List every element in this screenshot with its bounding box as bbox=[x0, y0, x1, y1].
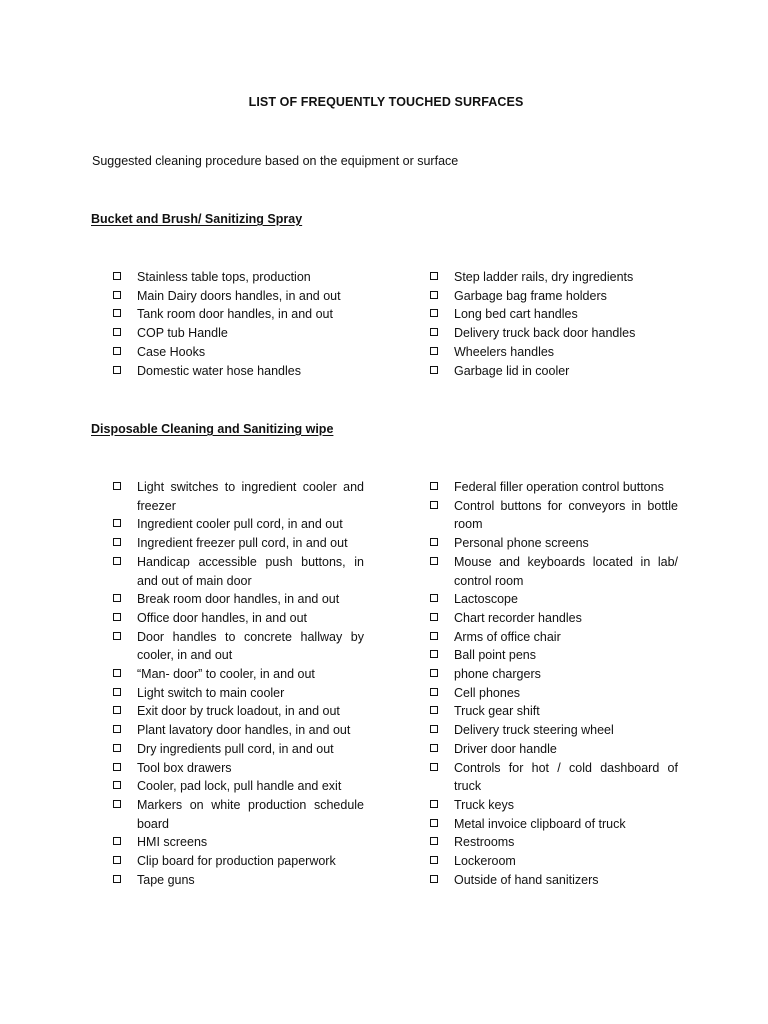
checklist-item-label: Arms of office chair bbox=[454, 629, 561, 644]
checklist-item-label: Garbage lid in cooler bbox=[454, 363, 570, 378]
checklist-item-label: “Man- door” to cooler, in and out bbox=[137, 667, 315, 682]
checklist-item-label: Domestic water hose handles bbox=[137, 363, 301, 378]
checkbox-square-icon[interactable] bbox=[430, 856, 438, 864]
checklist-item-label: Personal phone screens bbox=[454, 536, 589, 551]
checklist-item bbox=[113, 721, 364, 740]
checkbox-square-icon[interactable] bbox=[430, 328, 438, 336]
checklist-item bbox=[113, 665, 364, 684]
checklist-item bbox=[430, 324, 690, 343]
checkbox-square-icon[interactable] bbox=[113, 688, 121, 696]
checkbox-square-icon[interactable] bbox=[430, 763, 438, 771]
checklist-item bbox=[430, 871, 678, 890]
checkbox-square-icon[interactable] bbox=[430, 837, 438, 845]
checkbox-square-icon[interactable] bbox=[113, 309, 121, 317]
checklist-item bbox=[113, 324, 363, 343]
checkbox-square-icon[interactable] bbox=[113, 856, 121, 864]
checklist-item-label: Tank room door handles, in and out bbox=[137, 307, 333, 322]
checklist-item bbox=[113, 268, 363, 287]
checklist-item-label: Plant lavatory door handles, in and out bbox=[137, 723, 351, 738]
checkbox-square-icon[interactable] bbox=[430, 688, 438, 696]
checkbox-square-icon[interactable] bbox=[113, 557, 121, 565]
checklist-bucket-left bbox=[113, 268, 363, 380]
checklist-item-label: phone chargers bbox=[454, 667, 541, 682]
checklist-item-label: Light switches to ingredient cooler and freezer bbox=[137, 480, 364, 513]
checklist-item-label: Restrooms bbox=[454, 835, 515, 850]
checklist-item-label: Ball point pens bbox=[454, 648, 537, 663]
checkbox-square-icon[interactable] bbox=[113, 594, 121, 602]
checklist-item bbox=[113, 796, 364, 833]
checklist-item bbox=[430, 497, 678, 534]
checklist-item bbox=[430, 684, 678, 703]
checklist-item-label: Federal filler operation control buttons bbox=[454, 480, 664, 494]
checklist-item bbox=[113, 287, 363, 306]
checklist-item-label: Ingredient freezer pull cord, in and out bbox=[137, 536, 348, 551]
checkbox-square-icon[interactable] bbox=[430, 875, 438, 883]
checklist-item bbox=[430, 740, 678, 759]
checklist-item bbox=[113, 833, 364, 852]
checkbox-square-icon[interactable] bbox=[113, 725, 121, 733]
checklist-item-label: Chart recorder handles bbox=[454, 610, 582, 625]
checkbox-square-icon[interactable] bbox=[430, 744, 438, 752]
checklist-item bbox=[430, 721, 678, 740]
checkbox-square-icon[interactable] bbox=[430, 819, 438, 827]
checkbox-square-icon[interactable] bbox=[113, 347, 121, 355]
checklist-item bbox=[430, 268, 690, 287]
checklist-item-label: Driver door handle bbox=[454, 741, 557, 756]
checklist-item bbox=[113, 628, 364, 665]
checklist-item-label: Handicap accessible push buttons, in and out of main door bbox=[137, 554, 364, 588]
checklist-item-label: Controls for hot / cold dashboard of truck bbox=[454, 760, 678, 794]
checklist-item bbox=[430, 833, 678, 852]
checkbox-square-icon[interactable] bbox=[430, 482, 438, 490]
checklist-item bbox=[430, 343, 690, 362]
checklist-item bbox=[113, 759, 364, 778]
checkbox-square-icon[interactable] bbox=[430, 725, 438, 733]
checklist-item-label: Main Dairy doors handles, in and out bbox=[137, 288, 341, 303]
checklist-item-label: Lactoscope bbox=[454, 592, 518, 607]
checkbox-square-icon[interactable] bbox=[430, 501, 438, 509]
checkbox-square-icon[interactable] bbox=[113, 763, 121, 771]
checklist-item bbox=[113, 515, 364, 534]
checklist-item-label: Markers on white production schedule board bbox=[137, 797, 364, 831]
checkbox-square-icon[interactable] bbox=[430, 309, 438, 317]
checklist-item-label: Ingredient cooler pull cord, in and out bbox=[137, 517, 343, 532]
checklist-item bbox=[430, 759, 678, 796]
checklist-item-label: Tape guns bbox=[137, 872, 195, 887]
checklist-item-label: Truck keys bbox=[454, 797, 514, 812]
checklist-item-label: Case Hooks bbox=[137, 344, 206, 359]
checkbox-square-icon[interactable] bbox=[113, 519, 121, 527]
checklist-item bbox=[113, 553, 364, 590]
checklist-item-label: Dry ingredients pull cord, in and out bbox=[137, 741, 334, 756]
checklist-wipe-right bbox=[430, 478, 678, 889]
checkbox-square-icon[interactable] bbox=[430, 706, 438, 714]
checklist-item bbox=[113, 478, 364, 515]
checklist-item bbox=[113, 590, 364, 609]
checklist-item bbox=[113, 871, 364, 890]
checklist-item bbox=[430, 665, 678, 684]
checklist-item bbox=[113, 343, 363, 362]
checklist-item bbox=[113, 609, 364, 628]
checklist-item-label: HMI screens bbox=[137, 835, 208, 850]
checkbox-square-icon[interactable] bbox=[113, 272, 121, 280]
checklist-item-label: Stainless table tops, production bbox=[137, 270, 311, 284]
checklist-item-label: Long bed cart handles bbox=[454, 307, 578, 322]
checklist-item bbox=[430, 609, 678, 628]
checklist-item-label: Clip board for production paperwork bbox=[137, 854, 336, 869]
checkbox-square-icon[interactable] bbox=[113, 706, 121, 714]
checklist-item-label: Metal invoice clipboard of truck bbox=[454, 816, 626, 831]
checkbox-square-icon[interactable] bbox=[113, 837, 121, 845]
checklist-item-label: Control buttons for conveyors in bottle room bbox=[454, 498, 678, 532]
checklist-item bbox=[113, 740, 364, 759]
checklist-item bbox=[430, 305, 690, 324]
checkbox-square-icon[interactable] bbox=[113, 632, 121, 640]
checklist-item bbox=[113, 305, 363, 324]
checkbox-square-icon[interactable] bbox=[113, 291, 121, 299]
checklist-item bbox=[430, 478, 678, 497]
checkbox-square-icon[interactable] bbox=[113, 669, 121, 677]
checkbox-square-icon[interactable] bbox=[430, 650, 438, 658]
checklist-item bbox=[430, 362, 690, 381]
checkbox-square-icon[interactable] bbox=[113, 781, 121, 789]
checklist-item bbox=[430, 553, 678, 590]
checklist-item-label: Exit door by truck loadout, in and out bbox=[137, 704, 340, 719]
checkbox-square-icon[interactable] bbox=[430, 347, 438, 355]
checklist-item-label: Delivery truck back door handles bbox=[454, 326, 636, 341]
checklist-item-label: Break room door handles, in and out bbox=[137, 592, 340, 607]
checkbox-square-icon[interactable] bbox=[113, 482, 121, 490]
checklist-item-label: COP tub Handle bbox=[137, 326, 228, 341]
checklist-item bbox=[430, 534, 678, 553]
checkbox-square-icon[interactable] bbox=[430, 632, 438, 640]
checkbox-square-icon[interactable] bbox=[430, 613, 438, 621]
checklist-item bbox=[430, 815, 678, 834]
checkbox-square-icon[interactable] bbox=[430, 800, 438, 808]
checklist-item-label: Cooler, pad lock, pull handle and exit bbox=[137, 779, 342, 794]
checklist-item-label: Garbage bag frame holders bbox=[454, 288, 607, 303]
checkbox-square-icon[interactable] bbox=[113, 366, 121, 374]
checklist-item bbox=[430, 702, 678, 721]
checklist-item bbox=[113, 702, 364, 721]
checklist-item bbox=[430, 287, 690, 306]
checkbox-square-icon[interactable] bbox=[430, 272, 438, 280]
checklist-item bbox=[430, 590, 678, 609]
checklist-item-label: Delivery truck steering wheel bbox=[454, 723, 614, 738]
checkbox-square-icon[interactable] bbox=[113, 800, 121, 808]
checklist-item bbox=[430, 646, 678, 665]
checkbox-square-icon[interactable] bbox=[430, 538, 438, 546]
checkbox-square-icon[interactable] bbox=[113, 875, 121, 883]
checkbox-square-icon[interactable] bbox=[430, 291, 438, 299]
checkbox-square-icon[interactable] bbox=[113, 538, 121, 546]
checkbox-square-icon[interactable] bbox=[430, 366, 438, 374]
checklist-item-label: Lockeroom bbox=[454, 854, 516, 869]
checklist-item bbox=[113, 684, 364, 703]
checklist-item-label: Truck gear shift bbox=[454, 704, 540, 719]
checklist-item-label: Tool box drawers bbox=[137, 760, 232, 775]
checklist-item-label: Outside of hand sanitizers bbox=[454, 872, 599, 887]
section-heading-bucket-brush: Bucket and Brush/ Sanitizing Spray bbox=[91, 212, 303, 226]
checklist-item-label: Wheelers handles bbox=[454, 344, 555, 359]
page-title: LIST OF FREQUENTLY TOUCHED SURFACES bbox=[248, 95, 524, 109]
checklist-bucket-right bbox=[430, 268, 690, 380]
checkbox-square-icon[interactable] bbox=[113, 744, 121, 752]
checklist-item bbox=[113, 777, 364, 796]
checkbox-square-icon[interactable] bbox=[113, 613, 121, 621]
checklist-item bbox=[113, 852, 364, 871]
checkbox-square-icon[interactable] bbox=[430, 594, 438, 602]
section-heading-disposable-wipe: Disposable Cleaning and Sanitizing wipe bbox=[91, 422, 334, 436]
checklist-item bbox=[113, 362, 363, 381]
checklist-item-label: Light switch to main cooler bbox=[137, 685, 285, 700]
checklist-item-label: Cell phones bbox=[454, 685, 521, 700]
checklist-item-label: Office door handles, in and out bbox=[137, 610, 308, 625]
checkbox-square-icon[interactable] bbox=[430, 669, 438, 677]
intro-text: Suggested cleaning procedure based on the equipment or surface bbox=[92, 154, 459, 168]
checklist-item bbox=[430, 852, 678, 871]
checklist-item-label: Mouse and keyboards located in lab/ control room bbox=[454, 554, 678, 588]
checklist-wipe-left bbox=[113, 478, 364, 889]
checkbox-square-icon[interactable] bbox=[113, 328, 121, 336]
checklist-item-label: Step ladder rails, dry ingredients bbox=[454, 270, 634, 284]
checklist-item bbox=[430, 796, 678, 815]
checklist-item bbox=[430, 628, 678, 647]
checklist-item bbox=[113, 534, 364, 553]
checkbox-square-icon[interactable] bbox=[430, 557, 438, 565]
checklist-item-label: Door handles to concrete hallway by cooler, in and out bbox=[137, 629, 364, 663]
